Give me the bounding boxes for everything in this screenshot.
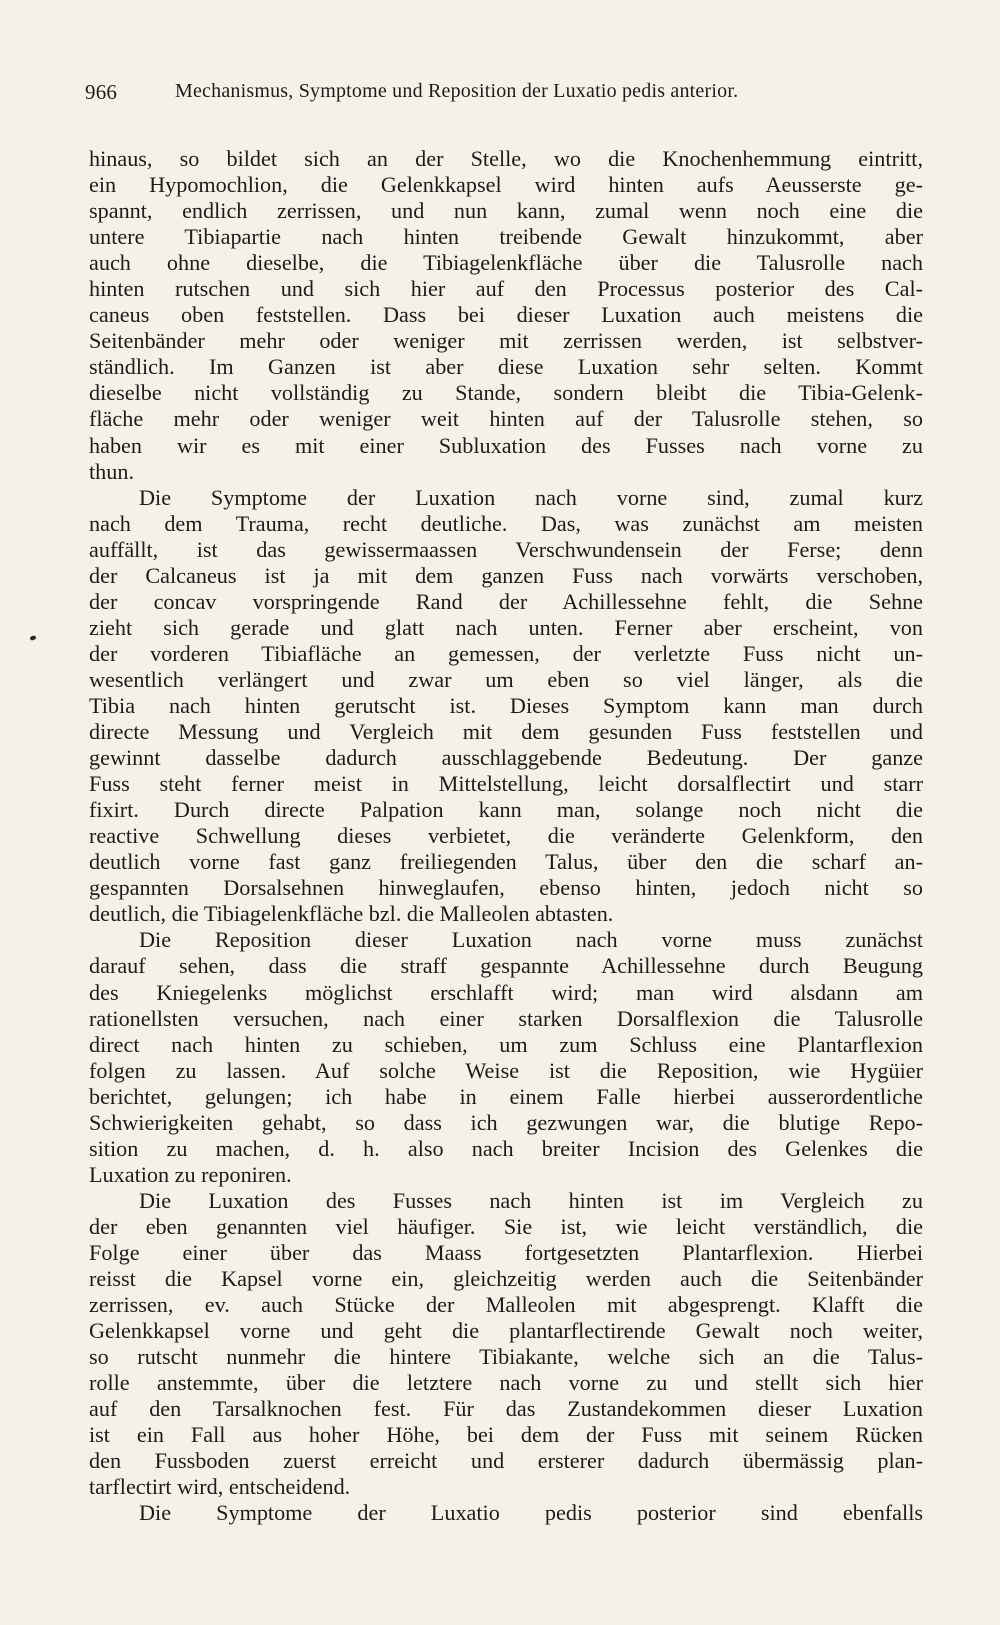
text-line: reisst die Kapsel vorne ein, gleichzeitig werden auch die Seitenbänder <box>89 1266 923 1292</box>
text-line: Gelenkkapsel vorne und geht die plantarflectirende Gewalt noch weiter, <box>89 1318 923 1344</box>
margin-ink-mark <box>29 635 36 641</box>
text-line: Die Luxation des Fusses nach hinten ist im Vergleich zu <box>139 1187 923 1213</box>
text-line: auch ohne dieselbe, die Tibiagelenkfläche über die Talusrolle nach <box>89 250 923 276</box>
text-line: der Calcaneus ist ja mit dem ganzen Fuss nach vorwärts verschoben, <box>89 562 923 588</box>
text-line: Seitenbänder mehr oder weniger mit zerrissen werden, ist selbstver- <box>89 328 923 354</box>
text-line: fläche mehr oder weniger weit hinten auf der Talusrolle stehen, so <box>89 406 923 432</box>
text-line: Die Symptome der Luxation nach vorne sind, zumal kurz <box>139 484 923 510</box>
text-line: Fuss steht ferner meist in Mittelstellung, leicht dorsalflectirt und starr <box>89 771 923 797</box>
text-line: der concav vorspringende Rand der Achillessehne fehlt, die Sehne <box>89 588 923 614</box>
text-line: so rutscht nunmehr die hintere Tibiakante, welche sich an die Talus- <box>89 1344 923 1370</box>
text-line: dieselbe nicht vollständig zu Stande, sondern bleibt die Tibia-Gelenk- <box>89 380 923 406</box>
body-text <box>89 146 923 1526</box>
text-line: sition zu machen, d. h. also nach breiter Incision des Gelenkes die <box>89 1135 923 1161</box>
text-line: zieht sich gerade und glatt nach unten. Ferner aber erscheint, von <box>89 614 923 640</box>
text-line: Die Symptome der Luxatio pedis posterior sind ebenfalls <box>139 1500 923 1526</box>
text-line: untere Tibiapartie nach hinten treibende Gewalt hinzukommt, aber <box>89 224 923 250</box>
text-line: des Kniegelenks möglichst erschlafft wird; man wird alsdann am <box>89 979 923 1005</box>
text-line: darauf sehen, dass die straff gespannte Achillessehne durch Beugung <box>89 953 923 979</box>
text-line: fixirt. Durch directe Palpation kann man, solange noch nicht die <box>89 797 923 823</box>
text-line: haben wir es mit einer Subluxation des Fusses nach vorne zu <box>89 432 923 458</box>
text-line: ist ein Fall aus hoher Höhe, bei dem der Fuss mit seinem Rücken <box>89 1422 923 1448</box>
text-line: der eben genannten viel häufiger. Sie ist, wie leicht verständlich, die <box>89 1213 923 1239</box>
text-line: auf den Tarsalknochen fest. Für das Zustandekommen dieser Luxation <box>89 1396 923 1422</box>
text-line: Luxation zu reponiren. <box>89 1161 292 1187</box>
text-line: der vorderen Tibiafläche an gemessen, der verletzte Fuss nicht un- <box>89 640 923 666</box>
text-line: Schwierigkeiten gehabt, so dass ich gezwungen war, die blutige Repo- <box>89 1109 923 1135</box>
text-line: hinaus, so bildet sich an der Stelle, wo die Knochenhemmung eintritt, <box>89 146 923 171</box>
text-line: nach dem Trauma, recht deutliche. Das, was zunächst am meisten <box>89 510 923 536</box>
text-line: gewinnt dasselbe dadurch ausschlaggebende Bedeutung. Der ganze <box>89 745 923 771</box>
text-line: auffällt, ist das gewissermaassen Verschwundensein der Ferse; denn <box>89 536 923 562</box>
text-line: caneus oben feststellen. Dass bei dieser Luxation auch meistens die <box>89 302 923 328</box>
text-line: gespannten Dorsalsehnen hinweglaufen, ebenso hinten, jedoch nicht so <box>89 875 923 901</box>
running-title: Mechanismus, Symptome und Reposition der Luxatio pedis anterior. <box>175 80 739 102</box>
text-line: Folge einer über das Maass fortgesetzten Plantarflexion. Hierbei <box>89 1239 923 1265</box>
text-line: Tibia nach hinten gerutscht ist. Dieses Symptom kann man durch <box>89 692 923 718</box>
text-line: tarflectirt wird, entscheidend. <box>89 1474 351 1500</box>
text-line: den Fussboden zuerst erreicht und ersterer dadurch übermässig plan- <box>89 1448 923 1474</box>
text-line: deutlich vorne fast ganz freiliegenden Talus, über den die scharf an- <box>89 849 923 875</box>
text-line: reactive Schwellung dieses verbietet, die veränderte Gelenkform, den <box>89 823 923 849</box>
text-line: wesentlich verlängert und zwar um eben so viel länger, als die <box>89 666 923 692</box>
text-line: thun. <box>89 458 134 484</box>
text-line: ein Hypomochlion, die Gelenkkapsel wird hinten aufs Aeusserste ge- <box>89 172 923 198</box>
text-line: ständlich. Im Ganzen ist aber diese Luxation sehr selten. Kommt <box>89 354 923 380</box>
text-line: rolle anstemmte, über die letztere nach vorne zu und stellt sich hier <box>89 1370 923 1396</box>
text-line: rationellsten versuchen, nach einer starken Dorsalflexion die Talusrolle <box>89 1005 923 1031</box>
text-line: deutlich, die Tibiagelenkfläche bzl. die Malleolen abtasten. <box>89 901 614 927</box>
page-number: 966 <box>85 80 118 104</box>
text-line: folgen zu lassen. Auf solche Weise ist die Reposition, wie Hygüier <box>89 1057 923 1083</box>
text-line: berichtet, gelungen; ich habe in einem Falle hierbei ausserordentliche <box>89 1083 923 1109</box>
page-header <box>85 80 925 110</box>
text-line: hinten rutschen und sich hier auf den Processus posterior des Cal- <box>89 276 923 302</box>
text-line: direct nach hinten zu schieben, um zum Schluss eine Plantarflexion <box>89 1031 923 1057</box>
text-line: spannt, endlich zerrissen, und nun kann, zumal wenn noch eine die <box>89 198 923 224</box>
text-line: zerrissen, ev. auch Stücke der Malleolen mit abgesprengt. Klafft die <box>89 1292 923 1318</box>
text-line: Die Reposition dieser Luxation nach vorne muss zunächst <box>139 927 923 953</box>
text-line: directe Messung und Vergleich mit dem gesunden Fuss feststellen und <box>89 719 923 745</box>
